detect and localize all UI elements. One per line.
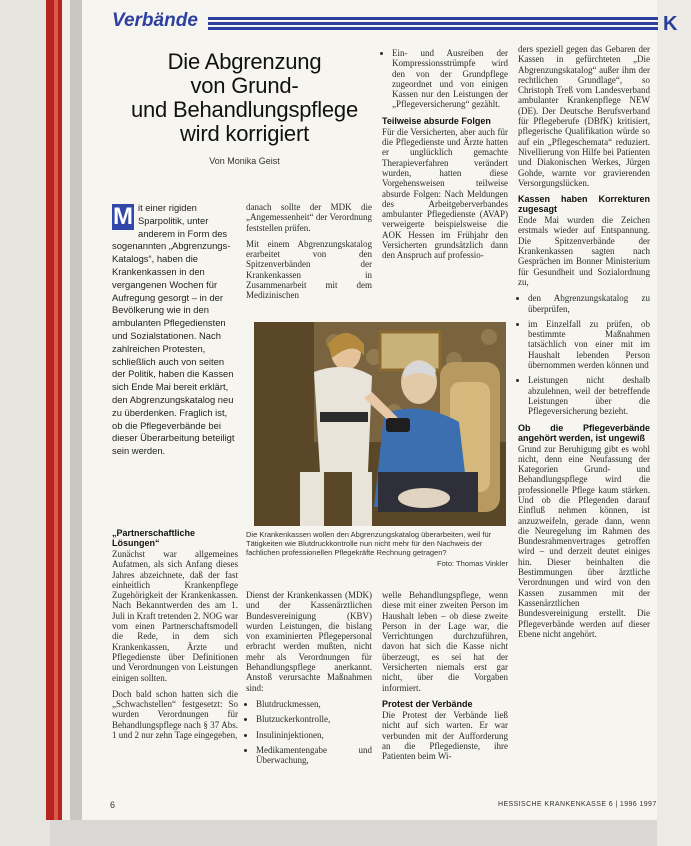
paragraph: Zunächst war allgemeines Aufatmen, als sich Anfang dieses Jahres abzeichnete, daß der fast einheitlich Krankenpflege Zugehörigkeit der Krankenkassen. Nach Bekanntwerden des am 1. Juli in Kraft tretenden 2. NOG war vom einen Partnerschaftsmodell die Rede, in dem sich Krankenkassen, Ärzte und Pflegedienste über Definitionen und Verordnungen von Leistungen einigen sollten.: [112, 549, 238, 683]
list-item: • Leistungen nicht deshalb abzulehnen, weil der betreffende Leistungen über die Pflegeversicherung bezieht.: [528, 375, 650, 416]
paragraph: Dienst der Krankenkassen (MDK) und der Kassenärztlichen Bundesvereinigung (KBV) wurden Leistungen, die bislang von examinierten Pflegepersonal erbracht werden mußten, nicht mehr als Verordnungen für Behandlungspflege anerkannt. Anstoß verursachte Maßnahmen sind:: [246, 590, 372, 693]
bullet-list: [382, 48, 508, 110]
headline-line: von Grund-: [190, 73, 299, 98]
white-binding-strip: [62, 0, 70, 820]
paragraph: Für die Versicherten, aber auch für die Pflegedienste und Ärzte hatten er unglücklich gemachte Therapieverfahren verändert wurden, hatten diese Vorgehensweisen teilweise absurde Folgen: Nach Meldungen des Arbeitgeberverbandes ambulanter Pflegedienste (AVAP) verweigerte beispielsweise die AOK Hessen im Frühjahr den Versicherten grundsätzlich dann den Anspruch auf professio-: [382, 126, 508, 261]
photo-nurse-and-patient: [254, 322, 506, 526]
headline-line: und Behandlungspflege: [130, 97, 358, 122]
column-c-top: [382, 44, 508, 267]
section-title: Verbände: [112, 10, 198, 31]
section-rule-2: [208, 22, 658, 25]
page-number: 6: [110, 800, 116, 810]
paragraph: danach sollte der MDK die „Angemessenheit“ der Verordnung feststellen prüfen.: [246, 202, 372, 233]
paragraph: Die Protest der Verbände ließ nicht auf sich warten. Er war verbunden mit der Aufforderung an die Pflegedienste, ihre Patienten beim Wi-: [382, 709, 508, 762]
list-item: • im Einzelfall zu prüfen, ob bestimmte Maßnahmen tatsächlich von einer mit im Haushalt lebenden Person übernommen werden können und: [528, 319, 650, 370]
column-c-bottom: [382, 590, 508, 767]
subheading: Protest der Verbände: [382, 698, 473, 709]
photo-caption: Die Krankenkassen wollen den Abgrenzungskatalog überarbeiten, weil für Tätigkeiten wie Blutdruckkontrolle nun nicht mehr für den Nachweis der fachlichen professionellen Pflegekräfte Rechnung getragen?: [246, 530, 492, 557]
headline-line: Die Abgrenzung: [167, 49, 322, 74]
list-item: • Blutdruckmessen,: [256, 699, 372, 709]
headline-line: wird korrigiert: [179, 121, 310, 146]
drop-cap: M: [113, 203, 133, 230]
subheading: Kassen haben Korrekturen zugesagt: [518, 194, 650, 215]
subheading: Ob die Pflegeverbände angehört werden, ist ungewiß: [518, 422, 650, 443]
photo-illustration: [254, 322, 506, 526]
headline: [112, 50, 377, 146]
column-d: [518, 44, 650, 645]
photo-credit: Foto: Thomas Vinkler: [436, 559, 508, 568]
paragraph: Doch bald schon hatten sich die „Schwachstellen“ festgesetzt: So wurden Verordnungen für Behandlungspflege nach § 37 Abs. 1 und 2 nur zehn Tage eingegeben,: [112, 688, 238, 741]
byline: Von Monika Geist: [209, 156, 280, 166]
paragraph: welle Behandlungspflege, wenn diese mit einer zweiten Person im Haushalt leben – ob diese zweite Person in der Lage war, die Verrichtungen durchzuführen, davon hat sich die Kasse nicht überzeugt, es sei hat der Versicherten niemals erst gar nicht, über die Vorgaben informiert.: [382, 590, 508, 693]
next-page-edge: [657, 0, 691, 846]
paragraph: Ende Mai wurden die Zeichen erstmals wieder auf Entspannung. Die Spitzenverbände der Krankenkassen sagten nach Gesprächen im Bonner Ministerium für Gesundheit und Sozialordnung zu,: [518, 215, 650, 287]
lead-paragraph: [112, 202, 238, 458]
list-item: • Blutzuckerkontrolle,: [256, 714, 372, 724]
bullet-list: [246, 699, 372, 765]
list-item: • Ein- und Ausreiben der Kompressionsstrümpfe wird den von der Grundpflege zugeordnet und von einigen Kassen nur den Leistungen der „Pflegeversicherung“ gezählt.: [392, 48, 508, 110]
column-a-bottom: [112, 522, 238, 746]
column-b-bottom: [246, 590, 372, 770]
section-rule-1: [208, 17, 658, 20]
list-item: • Insulininjektionen,: [256, 730, 372, 740]
lead-text: it einer rigiden Sparpolitik, unter anderem in Form des sogenannten „Abgrenzungs-Katalogs“, haben die Krankenkassen in den vergangenen Wochen für Aufregung gesorgt – in der Bevölkerung wie in den ambulanten Pflegediensten und Sozialstationen. Nach zahlreichen Protesten, schließlich auch von seiten der Politik, haben die Kassen sich Ende Mai bereit erklärt, den Abgrenzungskatalog neu zu überdenken. Fraglich ist, ob die Pflegeverbände bei dieser Überarbeitung beteiligt sein werden.: [112, 202, 235, 457]
subheading: Teilweise absurde Folgen: [382, 115, 491, 126]
gray-binding-strip: [70, 0, 82, 820]
list-item: • den Abgrenzungskatalog zu überprüfen,: [528, 293, 650, 314]
next-page-section-tab: K: [663, 13, 678, 35]
footer-issue-line: HESSISCHE KRANKENKASSE 6 | 1996 1997: [498, 801, 657, 808]
paragraph: Mit einem Abgrenzungskatalog erarbeitet von den Spitzenverbänden der Krankenkassen in Zusammenarbeit mit dem Medizinischen: [246, 238, 372, 301]
paragraph: ders speziell gegen das Gebaren der Kassen in gefürchteten „Die Abgrenzungskatalog“ außer ihm der rechtlichen Grundlage“, so Christoph Treß vom Landesverband ambulanter Krankenpflege NEW (DE). Der Deutsche Berufsverband für Pflegeberufe (DBfK) kritisiert, pflegerische Qualifikation würde so auf ein „Pflegeschemata“ reduziert. Nivellierung von Hilfe bei Patienten und Diakonischen Werkes, Jürgen Gohde, warnte vor gravierenden Versorgungslücken.: [518, 44, 650, 188]
paragraph: Grund zur Beruhigung gibt es wohl nicht, denn eine Neufassung der Kategorien Grund- und Behandlungspflege wird die professionelle Pflege kaum stärken. Und ob die Pflegenden darauf Einfluß nehmen können, ist anzuzweifeln, gerade dann, wenn die Neuregelung im Rahmen des Bundesrahmenvertrages getroffen wird – und derzeit deutet einiges hin. Dieser beinhalten die Bestimmungen über ärztliche Verordnungen und wird von den Kassen zusammen mit der Kassenärztlichen Bundesvereinigung erstellt. Die Pflegeverbände werden auf dieser Ebene nicht angehört.: [518, 443, 650, 639]
column-b-top: [246, 202, 372, 307]
page-edge: [0, 0, 50, 846]
bullet-list: [518, 293, 650, 416]
list-item: • Medikamentengabe und Überwachung,: [256, 745, 372, 766]
red-binding-highlight: [54, 0, 58, 820]
section-rule-3: [208, 27, 658, 30]
subheading: „Partnerschaftliche Lösungen“: [112, 528, 196, 548]
